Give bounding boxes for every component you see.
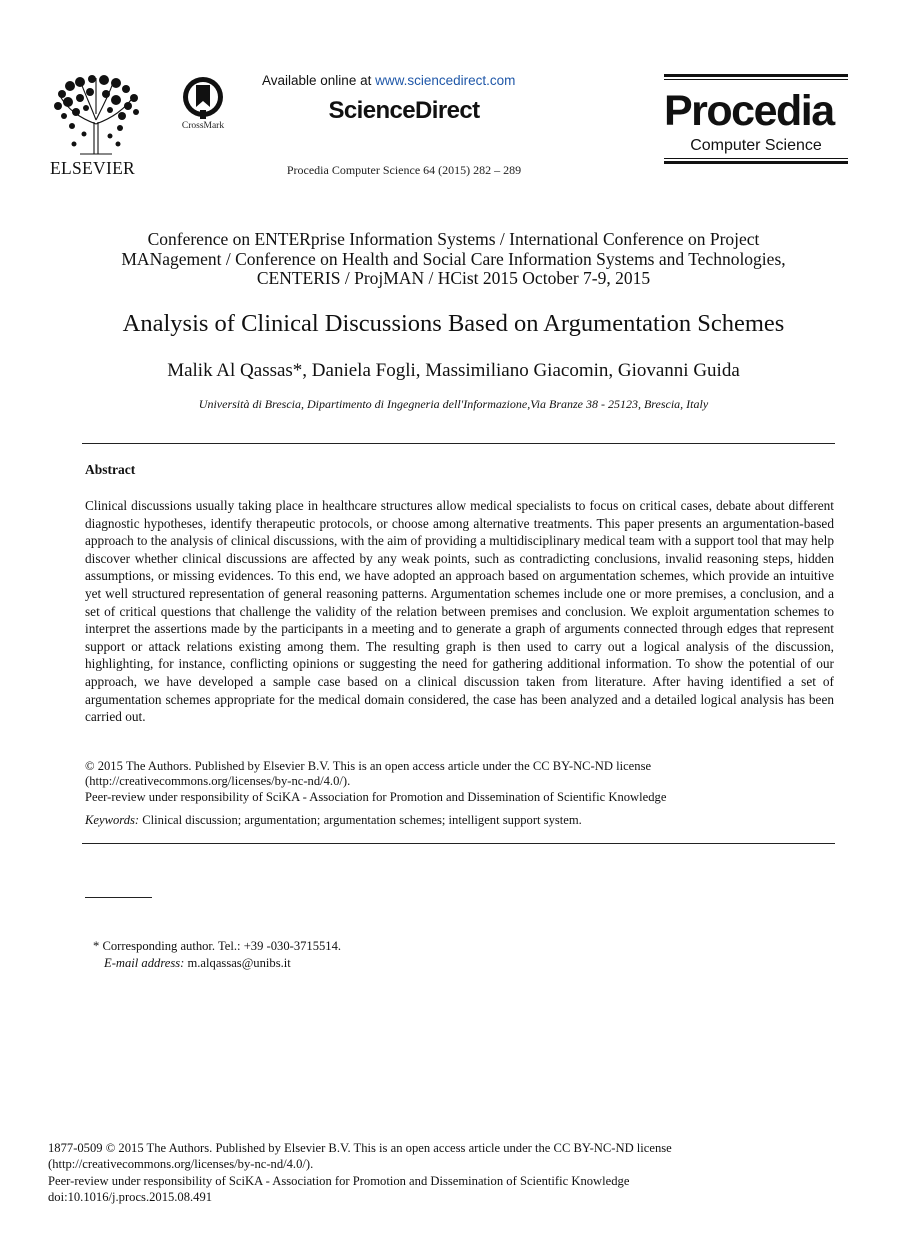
crossmark-label: CrossMark xyxy=(181,121,225,131)
procedia-logo xyxy=(664,74,848,164)
license-url[interactable]: (http://creativecommons.org/licenses/by-nc-nd/4.0/). xyxy=(85,774,351,789)
license-url[interactable]: (http://creativecommons.org/licenses/by-nc-nd/4.0/). xyxy=(48,1157,314,1172)
corresponding-author: * Corresponding author. Tel.: +39 -030-3715514. xyxy=(93,939,342,953)
crossmark-icon xyxy=(181,74,225,120)
footnote xyxy=(93,938,593,971)
paper-title: Analysis of Clinical Discussions Based on Argumentation Schemes xyxy=(122,310,785,337)
email-address[interactable]: m.alqassas@unibs.it xyxy=(184,955,291,970)
email-line xyxy=(93,955,593,972)
keywords-text: Clinical discussion; argumentation; argumentation schemes; intelligent support system. xyxy=(139,813,582,827)
crossmark-badge[interactable] xyxy=(175,74,231,131)
available-online-line xyxy=(262,73,546,88)
procedia-brand: Procedia xyxy=(664,87,834,135)
email-label: E-mail address: xyxy=(104,955,185,970)
divider xyxy=(82,843,835,844)
elsevier-tree-icon xyxy=(50,74,142,156)
conference-name xyxy=(60,230,847,289)
available-prefix: Available online at xyxy=(262,73,376,88)
sciencedirect-link[interactable]: www.sciencedirect.com xyxy=(375,73,516,88)
procedia-rule xyxy=(664,79,848,80)
procedia-rule xyxy=(664,74,848,77)
doi[interactable]: doi:10.1016/j.procs.2015.08.491 xyxy=(48,1190,213,1205)
procedia-subtitle: Computer Science xyxy=(690,137,822,154)
license-block xyxy=(85,759,834,805)
peer-review-line: Peer-review under responsibility of SciKA - Association for Promotion and Dissemination of Scientific Knowledge xyxy=(85,789,667,804)
conference-line: CENTERIS / ProjMAN / HCist 2015 October 7-9, 2015 xyxy=(256,268,651,288)
divider xyxy=(82,443,835,444)
abstract-heading: Abstract xyxy=(85,462,136,477)
keywords-label: Keywords: xyxy=(85,813,140,827)
affiliation: Università di Brescia, Dipartimento di Ingegneria dell'Informazione,Via Branze 38 - 25123, Brescia, Italy xyxy=(198,397,709,411)
publisher-name: ELSEVIER xyxy=(50,158,136,178)
abstract-body: Clinical discussions usually taking place in healthcare structures allow medical specialists to focus on critical cases, debate about different diagnostic hypotheses, identify therapeutic protocols, or choose among alternative treatments. This paper presents an argumentation-based approach to the analysis of clinical discussions, with the aim of providing a multidisciplinary medical team with a support tool that may help discover whether clinical discussions are affected by any weak points, such as contradicting conclusions, invalid reasoning steps, hidden assumptions, or missing evidences. To this end, we have adopted an approach based on argumentation schemes, which provide an intuitive yet well structured representation of general reasoning patterns. Argumentation schemes include one or more premises, a conclusion, and a set of critical questions that challenge the validity of the relation between premises and conclusion. We exploit argumentation schemes to interpret the assertions made by the participants in a meeting and to generate a graph of arguments connected through edges that represent support or attack relations existing among them. The resulting graph is then used to carry out a logical analysis of the discussion, highlighting, for instance, conflicting opinions or suggesting the need for gathering additional information. To show the potential of our approach, we have developed a sample case based on a clinical discussion taken from literature. After having identified a set of argumentation schemes appropriate for the medical domain considered, the case has been analyzed and a detailed logical analysis has been carried out. xyxy=(85,498,834,725)
license-line: © 2015 The Authors. Published by Elsevier B.V. This is an open access article under the CC BY-NC-ND license xyxy=(85,759,652,773)
copyright-footer xyxy=(48,1140,868,1206)
sciencedirect-brand: ScienceDirect xyxy=(328,97,480,124)
conference-line: MANagement / Conference on Health and Social Care Information Systems and Technologies, xyxy=(121,248,786,269)
procedia-rule xyxy=(664,158,848,159)
author-list: Malik Al Qassas*, Daniela Fogli, Massimiliano Giacomin, Giovanni Guida xyxy=(167,360,740,381)
keywords xyxy=(85,813,834,828)
peer-review-line: Peer-review under responsibility of SciKA - Association for Promotion and Dissemination of Scientific Knowledge xyxy=(48,1173,630,1188)
issn-line: 1877-0509 © 2015 The Authors. Published by Elsevier B.V. This is an open access article under the CC BY-NC-ND license xyxy=(48,1141,672,1155)
procedia-rule xyxy=(664,161,848,164)
footnote-rule xyxy=(85,897,152,898)
elsevier-logo xyxy=(50,74,146,179)
conference-line: Conference on ENTERprise Information Systems / International Conference on Project xyxy=(147,229,760,249)
journal-reference: Procedia Computer Science 64 (2015) 282 – 289 xyxy=(286,163,522,177)
